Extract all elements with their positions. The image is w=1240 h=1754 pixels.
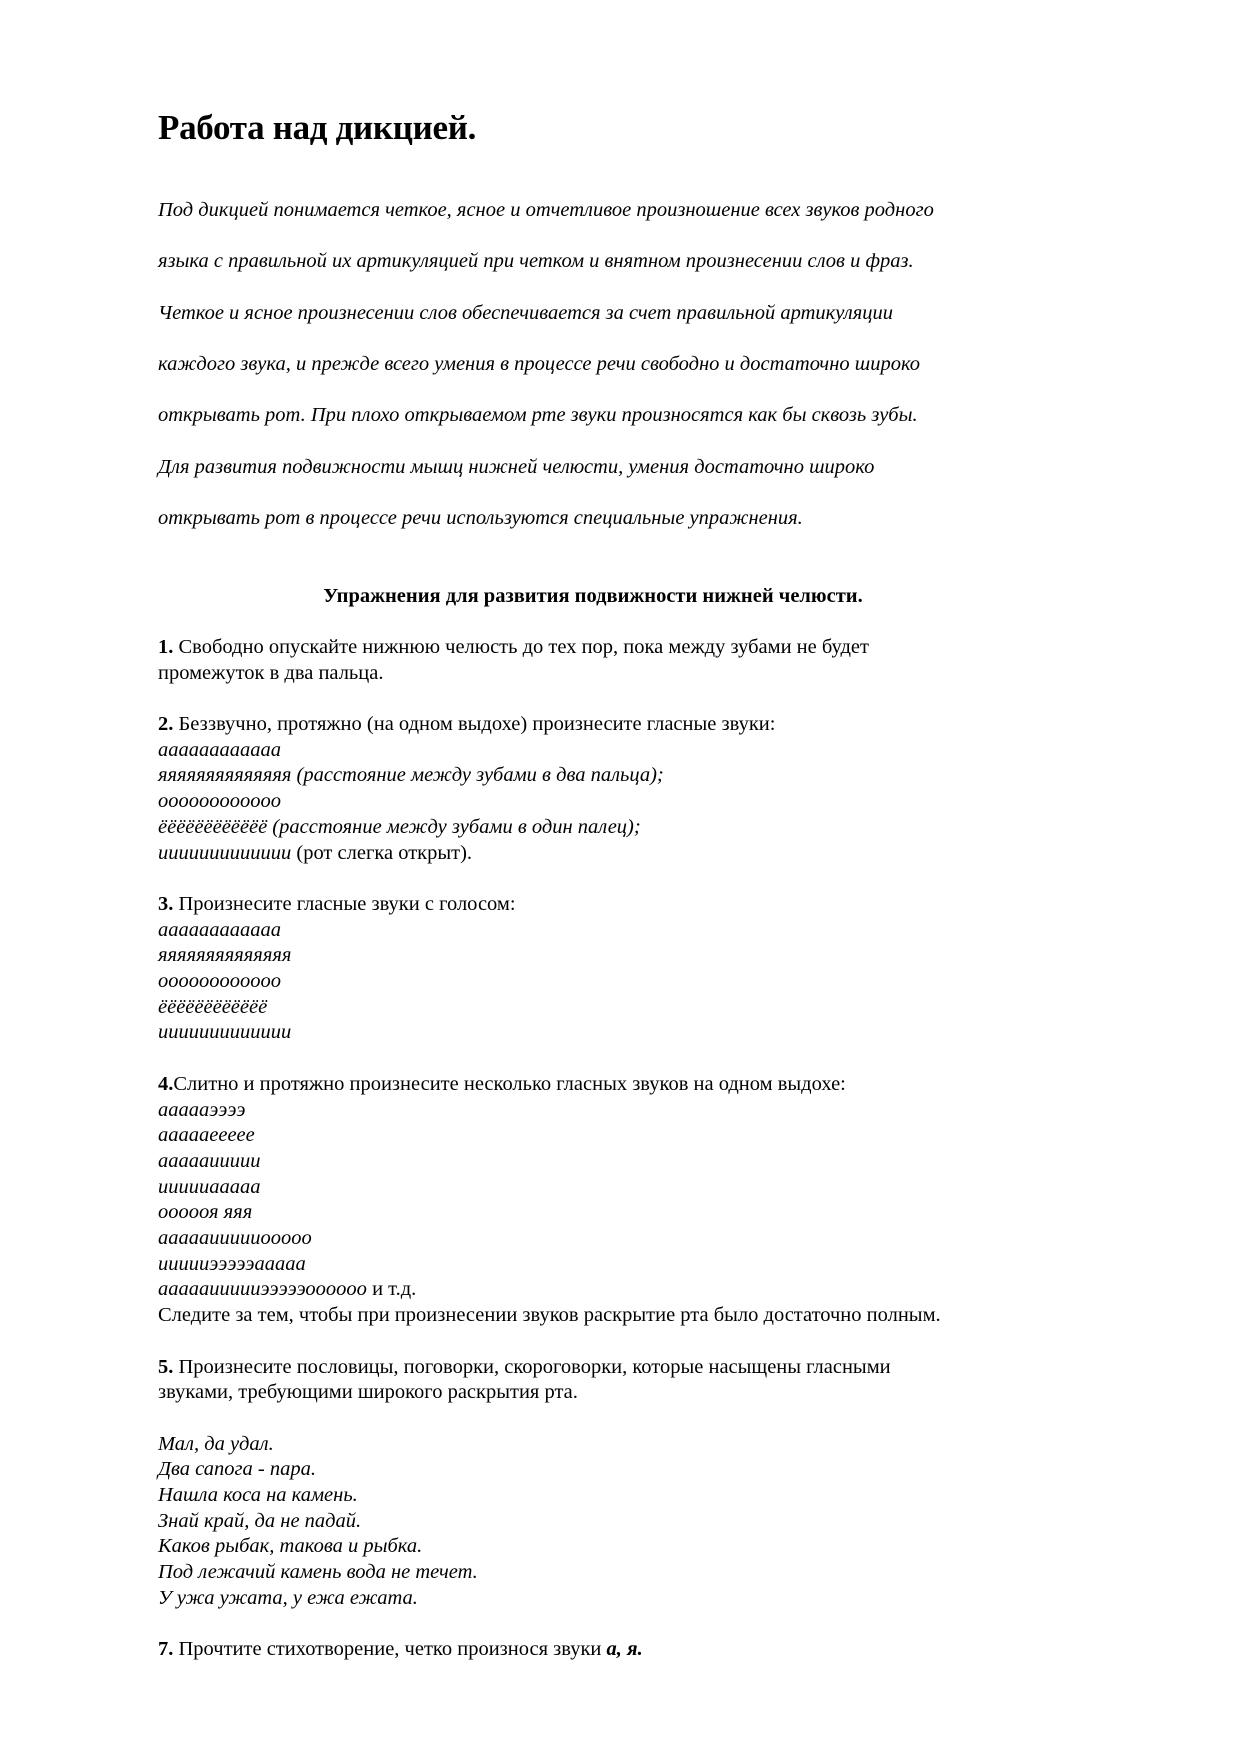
proverb: Под лежачий камень вода не течет. [158,1561,478,1584]
exercise-text: Слитно и протяжно произнесите несколько гласных звуков на одном выдохе: [173,1072,846,1095]
exercise-7-instruction [158,1637,1058,1663]
sound-line: иииииииииииии [158,1021,292,1044]
etc-text: и т.д. [366,1278,417,1301]
exercise-5-line [158,1355,1058,1381]
exercise-5-line: звуками, требующими широкого раскрытия рта. [158,1381,578,1404]
exercise-text: Произнесите гласные звуки с голосом: [173,892,516,915]
exercise-2-instruction [158,712,1058,738]
intro-line: открывать рот. При плохо открываемом рте звуки произносятся как бы сквозь зубы. [158,404,918,427]
proverb: Каков рыбак, такова и рыбка. [158,1535,423,1558]
exercise-number: 5. [158,1355,174,1378]
page-title: Работа над дикцией. [158,108,477,147]
exercise-text: Прочтите стихотворение, четко произнося звуки [173,1638,607,1661]
sound-line: иииииэээээааааа [158,1252,306,1275]
emphasized-sounds: а, я. [606,1638,643,1661]
sound-line: ёёёёёёёёёёёё [158,995,268,1018]
sound-line: яяяяяяяяяяяяяя (расстояние между зубами в два пальца); [158,764,664,787]
proverb: У ужа ужата, у ежа ежата. [158,1586,418,1609]
proverb: Два сапога - пара. [158,1458,316,1481]
sound-line: иииииааааа [158,1175,261,1198]
intro-line: Под дикцией понимается четкое, ясное и отчетливое произношение всех звуков родного [158,198,934,221]
sound-line: аааааааааааа [158,738,281,761]
intro-line: каждого звука, и прежде всего умения в процессе речи свободно и достаточно широко [158,352,921,375]
section-heading: Упражнения для развития подвижности нижней челюсти. [323,584,863,607]
exercise-4-note: Следите за тем, чтобы при произнесении звуков раскрытие рта было достаточно полным. [158,1304,941,1327]
intro-line: открывать рот в процессе речи используются специальные упражнения. [158,507,803,530]
proverb: Нашла коса на камень. [158,1484,358,1507]
sound-line: аааааиииии [158,1149,261,1172]
sound-line: аааааеееее [158,1124,255,1147]
exercise-3-instruction [158,892,1058,918]
intro-paragraph [158,172,1058,558]
proverb: Мал, да удал. [158,1432,274,1455]
exercise-number: 7. [158,1638,174,1661]
exercise-number: 4. [158,1072,174,1095]
sound-line: оооооооооооо [158,790,281,813]
exercise-4 [158,1072,1058,1329]
exercise-2 [158,712,1058,866]
exercise-1-line [158,635,1058,661]
exercise-1-line: промежуток в два пальца. [158,661,384,684]
sound-line: оооооя яяя [158,1201,253,1224]
exercise-3 [158,892,1058,1046]
intro-line: Для развития подвижности мышц нижней челюсти, умения достаточно широко [158,455,875,478]
exercise-number: 3. [158,892,174,915]
sound-line: иииииииииииии (рот слегка открыт). [158,841,473,864]
sound-line: ёёёёёёёёёёёё (расстояние между зубами в один палец); [158,815,641,838]
exercise-5 [158,1355,1058,1406]
sound-line: аааааиииииооооо [158,1227,312,1250]
sound-note: (рот слегка открыт). [291,841,473,864]
exercise-text: Беззвучно, протяжно (на одном выдохе) произнесите гласные звуки: [173,713,776,736]
exercise-text: Свободно опускайте нижнюю челюсть до тех пор, пока между зубами не будет [173,635,869,658]
sound-line: аааааиииииэээээоооооо и т.д. [158,1278,417,1301]
exercise-7 [158,1637,1058,1663]
exercise-4-instruction [158,1072,1058,1098]
intro-line: языка с правильной их артикуляцией при четком и внятном произнесении слов и фраз. [158,250,914,273]
sound-line: яяяяяяяяяяяяяя [158,944,292,967]
exercise-number: 1. [158,635,174,658]
proverbs-list [158,1432,1058,1612]
exercise-number: 2. [158,713,174,736]
proverb: Знай край, да не падай. [158,1509,362,1532]
intro-line: Четкое и ясное произнесении слов обеспечивается за счет правильной артикуляции [158,301,894,324]
sound-line: оооооооооооо [158,970,281,993]
sound-line: аааааээээ [158,1098,246,1121]
document-page [158,108,1058,1663]
sound-line: аааааааааааа [158,918,281,941]
exercise-1 [158,635,1058,686]
exercise-text: Произнесите пословицы, поговорки, скороговорки, которые насыщены гласными [173,1355,891,1378]
